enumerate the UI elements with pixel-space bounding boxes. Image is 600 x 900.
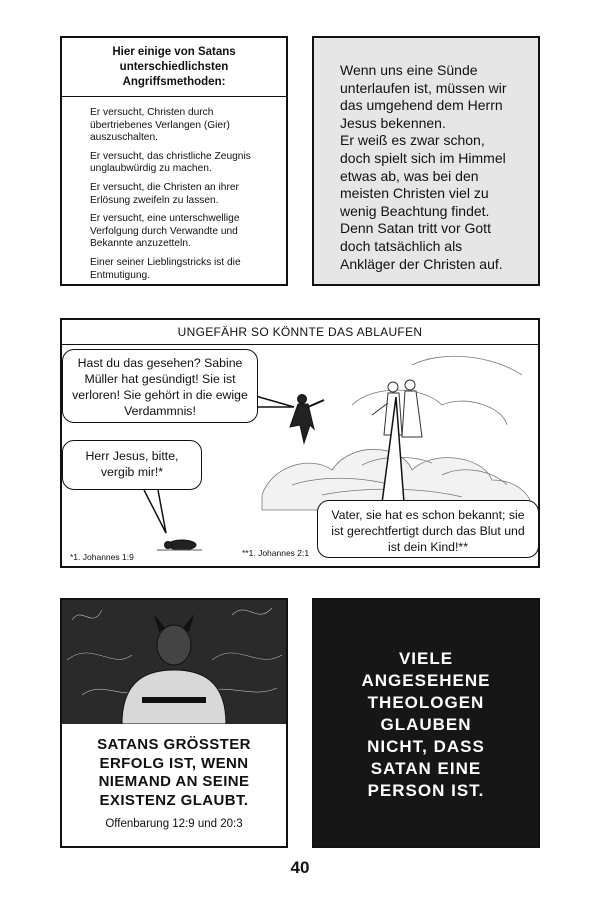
page-number: 40 (290, 858, 310, 877)
jesus-speech-bubble: Vater, sie hat es schon bekannt; sie ist gerechtfertigt durch das Blut und ist dein Kind!** (317, 500, 539, 558)
bible-reference: Offenbarung 12:9 und 20:3 (105, 818, 243, 830)
footnote-1: *1. Johannes 1:9 (70, 552, 134, 562)
list-item: Er versucht, eine unterschwellige Verfolgung durch Verwandte und Bekannte anzuzetteln. (90, 213, 240, 250)
list-item: Er versucht, Christen durch übertriebenes Verlangen (Gier) auszuschalten. (90, 107, 230, 144)
attack-methods-panel (60, 36, 288, 286)
heaven-scene-panel (60, 318, 540, 568)
confession-text: Wenn uns eine Sünde unterlaufen ist, müssen wir das umgehend dem Herrn Jesus bekennen. Er weiß es zwar schon, doch spielt sich im Himmel etwas ab, was bei den meisten Christen viel zu wenig Beachtung findet. Denn Satan tritt vor Gott doch tatsächlich als Ankläger der Christen auf. (340, 62, 507, 272)
satan-speech-bubble: Hast du das gesehen? Sabine Müller hat gesündigt! Sie ist verloren! Sie gehört in die ewige Verdammnis! (62, 349, 258, 423)
scene-header: UNGEFÄHR SO KÖNNTE DAS ABLAUFEN (62, 320, 538, 345)
satan-figure (290, 395, 324, 444)
theologians-panel (312, 598, 540, 848)
satan-caption: SATANS GRÖSSTER ERFOLG IST, WENN NIEMAND AN SEINE EXISTENZ GLAUBT. (97, 736, 251, 809)
satan-panel (60, 598, 288, 848)
confession-panel (312, 36, 540, 286)
footnote-2: **1. Johannes 2:1 (242, 548, 310, 558)
attack-methods-title: Hier einige von Satans unterschiedlichsten Angriffsmethoden: (62, 38, 286, 97)
list-item: Er versucht, die Christen an ihrer Erlösung zweifeln zu lassen. (90, 181, 239, 206)
theologians-text: VIELE ANGESEHENE THEOLOGEN GLAUBEN NICHT, DASS SATAN EINE PERSON IST. (361, 649, 491, 800)
kneeling-person (157, 540, 202, 550)
satan-illustration (62, 600, 286, 724)
list-item: Er versucht, das christliche Zeugnis unglaubwürdig zu machen. (90, 150, 251, 175)
list-item: Einer seiner Lieblingstricks ist die Entmutigung. (90, 256, 241, 281)
person-speech-bubble: Herr Jesus, bitte, vergib mir!* (62, 440, 202, 490)
attack-methods-list (62, 107, 286, 282)
